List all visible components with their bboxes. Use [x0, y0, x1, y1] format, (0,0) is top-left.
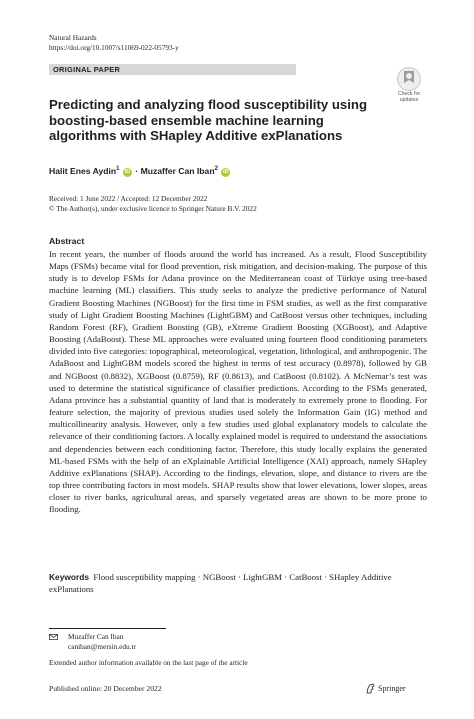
check-for-updates-label[interactable]: Check for updates: [397, 91, 421, 103]
orcid-icon[interactable]: iD: [124, 168, 131, 175]
keywords: [49, 571, 427, 595]
doi-link[interactable]: https://doi.org/10.1007/s11069-022-05793-y: [49, 43, 179, 52]
journal-name: Natural Hazards: [49, 33, 97, 42]
publisher-logo: Springer: [378, 684, 406, 693]
corresponding-author-email[interactable]: caniban@mersin.edu.tr: [68, 642, 136, 651]
extended-author-info: Extended author information available on the last page of the article: [49, 658, 248, 667]
author-separator: ·: [135, 165, 139, 176]
keywords-list: Flood susceptibility mapping · NGBoost · LightGBM · CatBoost · SHapley Additive exPlanations: [49, 572, 392, 595]
corresponding-author-name: Muzaffer Can Iban: [68, 632, 124, 641]
abstract-text: In recent years, the number of floods around the world has increased. As a result, Flood Susceptibility Maps (FSMs) became vital for flood prevention, risk mitigation, and decision-making. The purpose of this study is to develop FSMs for Adana province on the Mediterranean coast of Türkiye using tree-based machine learning (ML) classifiers. This study seeks to analyze the predictive performance of Natural Gradient Boosting Machines (NGBoost) for the first time in FSM studies, as well as the first comparative study of Light Gradient Boosting Machines (LightGBM) and CatBoost versus other techniques, including Random Forest (RF), Gradient Boosting (GB), eXtreme Gradient Boosting (XGBoost), and Adaptive Boosting (AdaBoost). These ML approaches were evaluated using fourteen flood conditioning parameters divided into five categories: topographical, meteorological, vegetation, lithological, and anthropogenic. The AdaBoost and LightGBM models scored the highest in terms of test accuracy (0.8978), followed by GB and NGBoost (0.8832), XGBoost (0.8759), RF (0.8613), and CatBoost (0.8102). A McNemar’s test was used to determine the statistical significance of classifier predictions. According to the FSMs generated, Adana province has a substantial quantity of land that is moderately to extremely prone to flooding. For feature selection, the majority of previous studies used solely the Information Gain (IG) method and multicollinearity analysis. However, only a few studies used global explanatory models to calculate the relevance of their conditioning factors. A locally explained model is required to understand the associations and dependencies between each conditioning factor. Therefore, this study locally explains the generated ML-based FSMs with the help of an eXplainable Artificial Intelligence (XAI) approach, namely SHapley Additive exPlanations (SHAP). According to the findings, elevation, slope, and distance to rivers are the top three contributing factors in most models. SHAP results show that lower elevations, lower slopes, areas closer to river banks, agricultural areas, and sparsely vegetated areas are shown to be more prone to flooding.: [49, 249, 427, 515]
journal-header: [49, 33, 179, 53]
author-affiliation: 2: [214, 166, 218, 172]
paper-title: Predicting and analyzing flood susceptibility using boosting-based ensemble machine learning algorithms with SHapley Additive exPlanations: [49, 97, 368, 144]
keywords-label: Keywords: [49, 572, 90, 582]
publication-date: Published online: 20 December 2022: [49, 684, 162, 693]
author-affiliation: 1: [116, 166, 120, 172]
author-name: Muzaffer Can Iban: [140, 165, 215, 176]
copyright-notice: © The Author(s), under exclusive licence to Springer Nature B.V. 2022: [49, 204, 257, 213]
abstract-heading: Abstract: [49, 236, 85, 246]
envelope-icon: [49, 634, 58, 640]
author-list: [49, 163, 231, 177]
article-type-label: ORIGINAL PAPER: [53, 65, 121, 74]
article-dates: Received: 1 June 2022 / Accepted: 12 December 2022: [49, 194, 208, 203]
author-name: Halit Enes Aydin: [49, 165, 117, 176]
check-for-updates-icon[interactable]: [397, 67, 421, 91]
orcid-icon[interactable]: iD: [223, 168, 229, 175]
springer-horse-icon: [365, 683, 376, 694]
footnote-divider: [49, 628, 166, 629]
